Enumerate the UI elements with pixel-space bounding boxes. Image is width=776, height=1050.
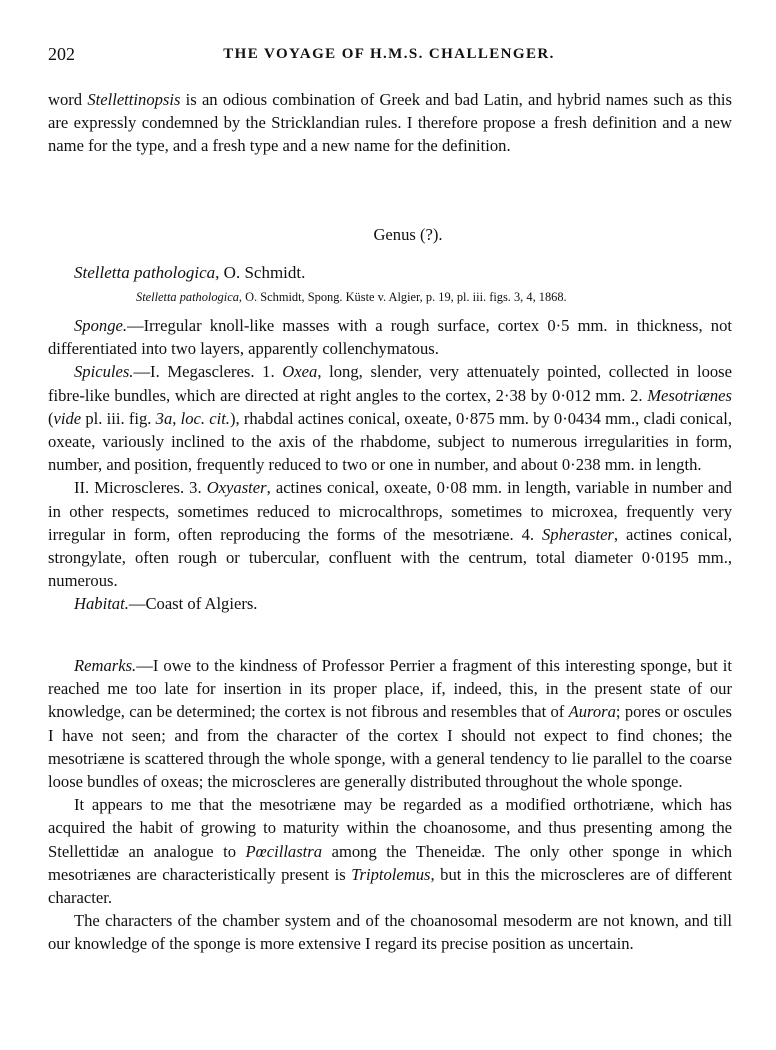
- remarks-section: [48, 654, 732, 956]
- species-citation: Stelletta pathologica, O. Schmidt, Spong. Küste v. Algier, p. 19, pl. iii. figs. 3, 4, 1868.: [136, 290, 567, 304]
- mesotriaene-paragraph: It appears to me that the mesotriæne may be regarded as a modified orthotriæne, which has acquired the habit of growing to maturity within the choanosome, and thus presenting among the Stellettidæ an analogue to Pœcillastra among the Theneidæ. The only other sponge in which mesotriænes are characteristically present is Triptolemus, but in this the microscleres are of different character.: [48, 795, 733, 908]
- intro-paragraph: [48, 88, 732, 158]
- spicules-paragraph: Spicules.—I. Megascleres. 1. Oxea, long, slender, very attenuately pointed, collected in loose fibre-like bundles, which are directed at right angles to the cortex, 2·38 by 0·012 mm. 2. Mesotriænes (vide pl. iii. fig. 3a, loc. cit.), rhabdal actines conical, oxeate, 0·875 mm. by 0·0434 mm., cladi conical, oxeate, variously inclined to the axis of the rhabdome, subject to numerous irregularities in form, number, and position, frequently reduced to two or one in number, and about 0·238 mm. in length.: [48, 362, 732, 475]
- spicules-label: Spicules.: [74, 362, 134, 382]
- remarks-label: Remarks.: [74, 656, 137, 675]
- description-section: [48, 314, 732, 616]
- genus-heading: Genus (?).: [373, 225, 443, 244]
- microscleres-paragraph: II. Microscleres. 3. Oxyaster, actines conical, oxeate, 0·08 mm. in length, variable in number and in other respects, sometimes reduced to microcalthrops, sometimes to microxea, frequently very irregular in form, often reproducing the forms of the mesotriæne. 4. Spheraster, actines conical, strongylate, often rough or tubercular, confluent with the centrum, total diameter 0·0195 mm., numerous.: [48, 478, 733, 591]
- species-name: Stelletta pathologica: [74, 263, 216, 282]
- habitat-label: Habitat.: [74, 594, 129, 614]
- species-author: , O. Schmidt.: [215, 263, 306, 282]
- intro-text: word Stellettinopsis is an odious combination of Greek and bad Latin, and hybrid names such as this are expressly condemned by the Stricklandian rules. I therefore propose a fresh definition and a new name for the type, and a fresh type and a new name for the definition.: [48, 90, 732, 156]
- remarks-paragraph: Remarks.—I owe to the kindness of Professor Perrier a fragment of this interesting sponge, but it reached me too late for insertion in its proper place, if, indeed, this, in the present state of our knowledge, can be determined; the cortex is not fibrous and resembles that of Aurora; pores or oscules I have not seen; and from the character of the cortex I should not expect to find chones; the mesotriæne is scattered through the whole sponge, with a general tendency to lie parallel to the coarse loose bundles of oxeas; the microscleres are generally distributed throughout the whole sponge.: [48, 656, 732, 792]
- genus-name-stellettinopsis: Stellettinopsis: [87, 90, 181, 109]
- running-title: THE VOYAGE OF H.M.S. CHALLENGER.: [223, 46, 555, 62]
- final-paragraph: The characters of the chamber system and of the choanosomal mesoderm are not known, and till our knowledge of the sponge is more extensive I regard its precise position as uncertain.: [48, 911, 732, 954]
- sponge-paragraph: Sponge.—Irregular knoll-like masses with a rough surface, cortex 0·5 mm. in thickness, not differentiated into two layers, apparently collenchymatous.: [48, 316, 732, 359]
- habitat-paragraph: Habitat.—Coast of Algiers.: [74, 594, 258, 614]
- page-header: [48, 44, 730, 70]
- sponge-label: Sponge.: [74, 316, 127, 335]
- species-heading: [74, 263, 305, 283]
- page-number: 202: [48, 44, 75, 64]
